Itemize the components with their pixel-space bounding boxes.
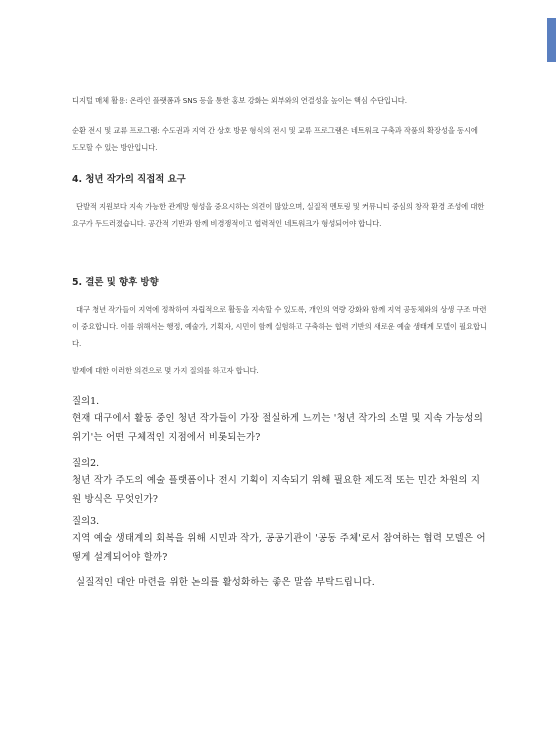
question-2-text: 청년 작가 주도의 예술 플랫폼이나 전시 기획이 지속되기 위해 필요한 제도적 또는 민간 차원의 지원 방식은 무엇인가?	[72, 475, 481, 505]
question-2-label: 질의2.	[72, 458, 100, 469]
question-3	[72, 514, 487, 567]
section-5-body: 대구 청년 작가들이 지역에 정착하여 자립적으로 활동을 지속할 수 있도록, 개인의 역량 강화와 함께 지역 공동체와의 상생 구조 마련이 중요합니다. 이를 위해서는 행정, 예술가, 기획자, 시민이 함께 실험하고 구축하는 협력 기반의 새로운 예술 생태계 모델이 필요합니다.	[72, 305, 487, 348]
circulation-paragraph: 순환 전시 및 교류 프로그램: 수도권과 지역 간 상호 방문 형식의 전시 및 교류 프로그램은 네트워크 구축과 작품의 확장성을 동시에 도모할 수 있는 방안입니다.	[72, 126, 478, 152]
question-1-text: 현재 대구에서 활동 중인 청년 작가들이 가장 절실하게 느끼는 '청년 작가의 소멸 및 지속 가능성의 위기'는 어떤 구체적인 지점에서 비롯되는가?	[72, 413, 483, 443]
section-4-heading: 4. 청년 작가의 직접적 요구	[72, 174, 186, 185]
questions-intro: 발제에 대한 이러한 의견으로 몇 가지 질의를 하고자 합니다.	[72, 366, 259, 375]
digital-media-paragraph: 디지털 매체 활용: 온라인 플랫폼과 SNS 등을 통한 홍보 강화는 외부와의 연결성을 높이는 핵심 수단입니다.	[72, 96, 407, 105]
section-5-heading: 5. 결론 및 향후 방향	[72, 277, 159, 288]
question-3-text: 지역 예술 생태계의 회복을 위해 시민과 작가, 공공기관이 '공동 주체'로서 참여하는 협력 모델은 어떻게 설계되어야 할까?	[72, 533, 486, 563]
question-1	[72, 394, 487, 447]
section-4-body: 단발적 지원보다 지속 가능한 관계망 형성을 중요시하는 의견이 많았으며, 실질적 멘토링 및 커뮤니티 중심의 창작 환경 조성에 대한 요구가 두드러졌습니다. 공간적 기반과 함께 비경쟁적이고 협력적인 네트워크가 형성되어야 합니다.	[72, 202, 485, 228]
question-2	[72, 456, 487, 509]
question-1-label: 질의1.	[72, 396, 100, 407]
closing-remark: 실질적인 대안 마련을 위한 논의를 활성화하는 좋은 말씀 부탁드립니다.	[76, 577, 375, 588]
question-3-label: 질의3.	[72, 516, 100, 527]
page-corner-tab	[547, 18, 556, 62]
